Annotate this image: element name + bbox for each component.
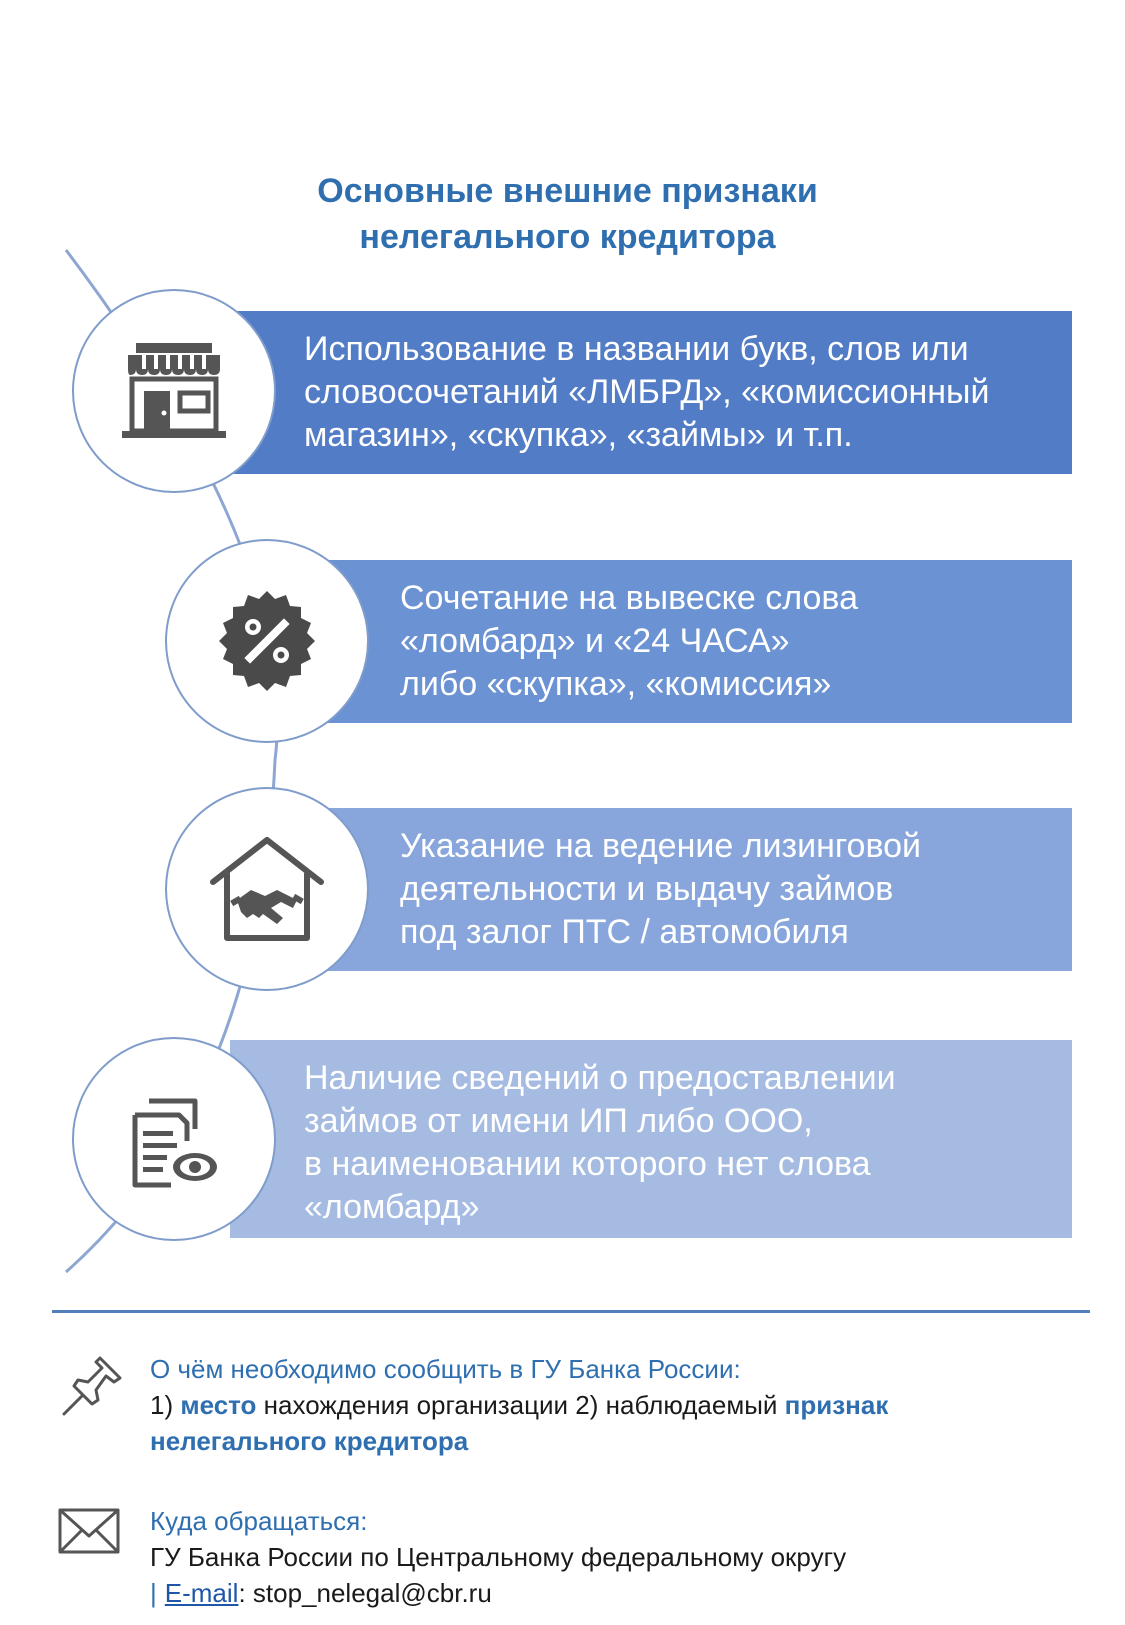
contact-org: ГУ Банка России по Центральному федеральному округу	[150, 1542, 847, 1572]
feature-2-line-2: «ломбард» и «24 ЧАСА»	[400, 622, 790, 660]
feature-1-line-1: Использование в названии букв, слов или	[304, 330, 969, 368]
house-handshake-icon	[207, 834, 327, 944]
email-separator: :	[238, 1578, 246, 1608]
page-title-line-1: Основные внешние признаки	[317, 172, 818, 210]
feature-circle-3	[165, 787, 369, 991]
feature-band-3	[320, 808, 1072, 971]
feature-3-line-1: Указание на ведение лизинговой	[400, 827, 922, 865]
contact-email-line	[150, 1576, 492, 1610]
feature-4-line-2: займов от имени ИП либо ООО,	[304, 1102, 813, 1140]
feature-4-line-3: в наименовании которого нет слова	[304, 1145, 871, 1183]
feature-2-line-1: Сочетание на вывеске слова	[400, 579, 858, 617]
page-title-line-2: нелегального кредитора	[359, 218, 776, 256]
email-bar: |	[150, 1578, 157, 1608]
report-line-1	[150, 1388, 888, 1422]
feature-circle-1	[72, 289, 276, 493]
feature-3-line-2: деятельности и выдачу займов	[400, 870, 894, 908]
envelope-icon	[58, 1508, 120, 1554]
report-text-2: нахождения организации 2) наблюдаемый	[256, 1390, 785, 1420]
email-address[interactable]: stop_nelegal@cbr.ru	[252, 1578, 492, 1608]
report-line-2: нелегального кредитора	[150, 1426, 469, 1456]
contact-heading: Куда обращаться:	[150, 1506, 368, 1536]
feature-4-line-1: Наличие сведений о предоставлении	[304, 1059, 896, 1097]
feature-1-line-3: магазин», «скупка», «займы» и т.п.	[304, 416, 853, 454]
feature-3-line-3: под залог ПТС / автомобиля	[400, 913, 849, 951]
feature-1-line-2: словосочетаний «ЛМБРД», «комиссионный	[304, 373, 990, 411]
percent-badge-icon	[215, 589, 319, 693]
email-label-link[interactable]: E-mail	[164, 1578, 239, 1608]
section-divider	[52, 1310, 1090, 1313]
feature-band-1	[230, 311, 1072, 474]
document-eye-icon	[129, 1089, 219, 1189]
feature-circle-4	[72, 1037, 276, 1241]
report-heading: О чём необходимо сообщить в ГУ Банка России:	[150, 1354, 741, 1384]
feature-circle-2	[165, 539, 369, 743]
report-emphasis-sign: признак	[784, 1390, 889, 1420]
pushpin-icon	[60, 1352, 126, 1418]
feature-2-line-3: либо «скупка», «комиссия»	[400, 665, 832, 703]
feature-4-line-4: «ломбард»	[304, 1188, 480, 1226]
report-emphasis-place: место	[180, 1390, 257, 1420]
feature-band-2	[320, 560, 1072, 723]
feature-band-4	[230, 1040, 1072, 1238]
shop-icon	[122, 341, 226, 441]
report-text-1: 1)	[150, 1390, 181, 1420]
page-title	[0, 168, 1125, 260]
